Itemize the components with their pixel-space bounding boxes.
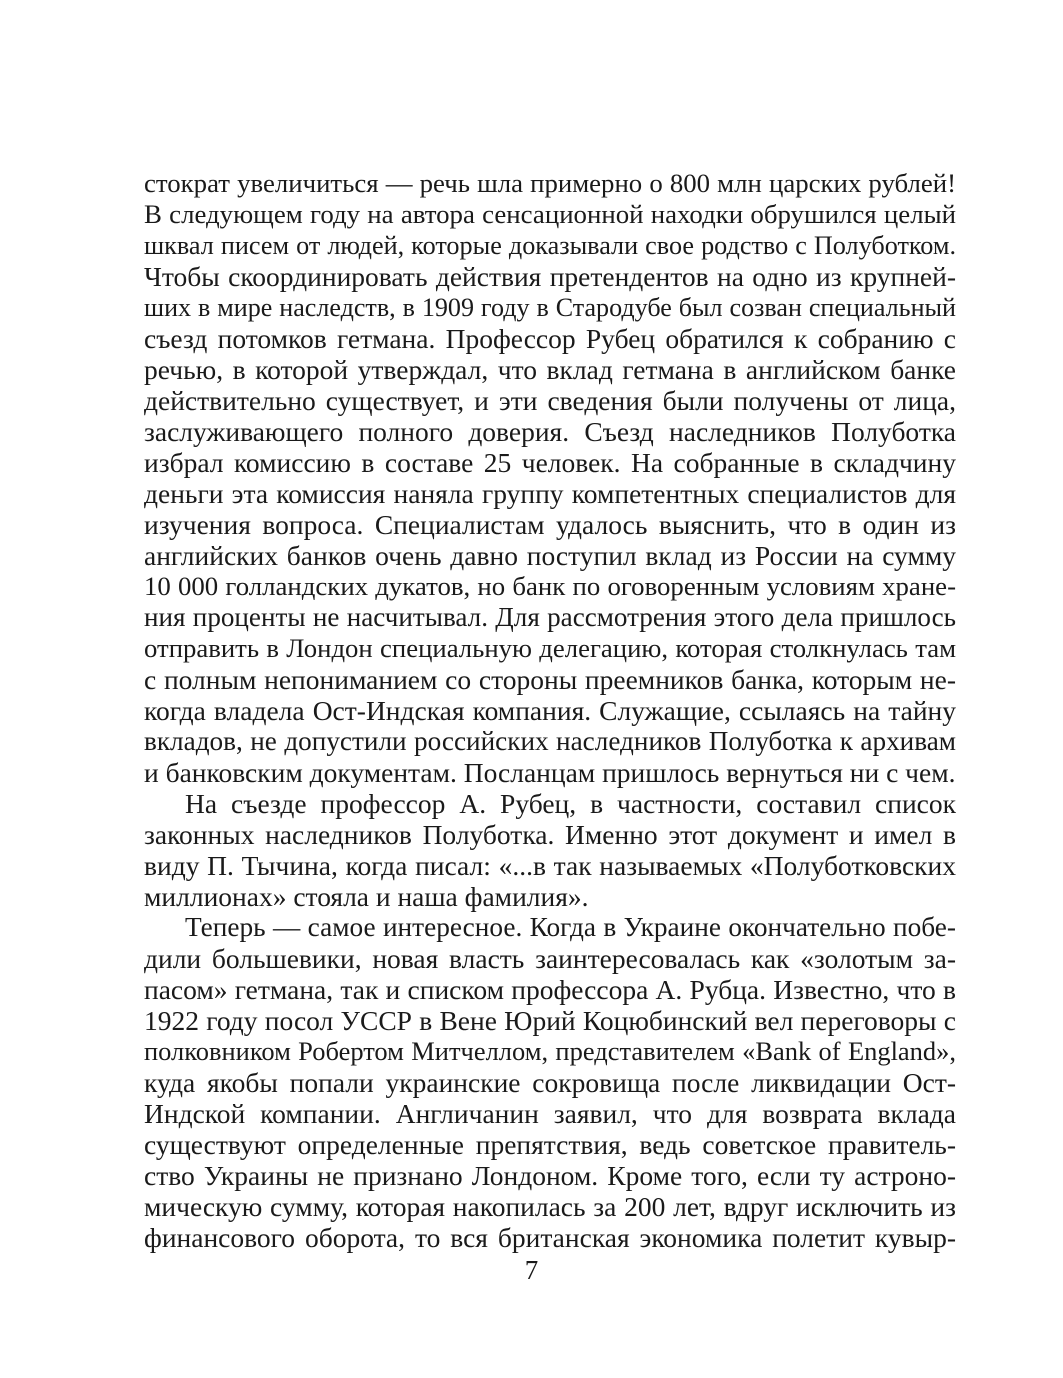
text-line: На съезде профессор А. Рубец, в частности, составил список	[185, 788, 956, 819]
text-line: полковником Робертом Митчеллом, представителем «Bank of England»,	[144, 1036, 956, 1066]
text-line: с полным непониманием со стороны преемников банка, которым не-	[144, 664, 956, 695]
paragraph-3	[144, 912, 956, 1253]
text-line: отправить в Лондон специальную делегацию, которая столкнулась там	[144, 633, 956, 663]
text-line: Индской компании. Англичанин заявил, что для возврата вклада	[144, 1098, 956, 1129]
text-line: виду П. Тычина, когда писал: «...в так называемых «Полуботковских	[144, 850, 956, 881]
text-line: ния проценты не насчитывал. Для рассмотрения этого дела пришлось	[144, 602, 956, 632]
text-line: и банковским документам. Посланцам пришлось вернуться ни с чем.	[144, 757, 956, 788]
text-line: шквал писем от людей, которые доказывали свое родство с Полуботком.	[144, 231, 956, 260]
text-line: законных наследников Полуботка. Именно этот документ и имел в	[144, 819, 956, 850]
text-line: Теперь — самое интересное. Когда в Украине окончательно побе-	[185, 912, 956, 942]
text-line: заслуживающего полного доверия. Съезд наследников Полуботка	[144, 416, 956, 447]
body-text	[144, 168, 956, 1253]
text-line: английских банков очень давно поступил вклад из России на сумму	[144, 540, 956, 571]
text-line: ших в мире наследств, в 1909 году в Стародубе был созван специальный	[144, 293, 956, 322]
text-line: миллионах» стояла и наша фамилия».	[144, 881, 589, 912]
text-line: куда якобы попали украинские сокровища после ликвидации Ост-	[144, 1067, 956, 1098]
text-line: действительно существует, и эти сведения были получены от лица,	[144, 385, 956, 416]
text-line: мическую сумму, которая накопилась за 200 лет, вдруг исключить из	[144, 1191, 956, 1222]
text-line: съезд потомков гетмана. Профессор Рубец обратился к собранию с	[144, 323, 956, 354]
text-line: деньги эта комиссия наняла группу компетентных специалистов для	[144, 478, 956, 509]
text-line: дили большевики, новая власть заинтересовалась как «золотым за-	[144, 943, 956, 974]
text-line: финансового оборота, то вся британская экономика полетит кувыр-	[144, 1222, 956, 1253]
text-line: 10 000 голландских дукатов, но банк по оговоренным условиям хране-	[144, 571, 956, 601]
text-line: изучения вопроса. Специалистам удалось выяснить, что в один из	[144, 509, 956, 540]
text-line: вкладов, не допустили российских наследников Полуботка к архивам	[144, 726, 956, 756]
paragraph-2	[144, 788, 956, 912]
text-line: существуют определенные препятствия, ведь советское правитель-	[144, 1129, 956, 1160]
text-line: Чтобы скоординировать действия претендентов на одно из крупней-	[144, 261, 956, 292]
text-line: В следующем году на автора сенсационной находки обрушился целый	[144, 199, 956, 229]
text-line: речью, в которой утверждал, что вклад гетмана в английском банке	[144, 354, 956, 385]
text-line: ство Украины не признано Лондоном. Кроме того, если ту астроно-	[144, 1160, 956, 1191]
text-line: пасом» гетмана, так и списком профессора А. Рубца. Известно, что в	[144, 974, 956, 1005]
text-line: избрал комиссию в составе 25 человек. На собранные в складчину	[144, 447, 956, 478]
paragraph-1	[144, 168, 956, 788]
text-line: когда владела Ост-Индская компания. Служащие, ссылаясь на тайну	[144, 695, 956, 726]
text-line: стократ увеличиться — речь шла примерно о 800 млн царских рублей!	[144, 168, 956, 198]
text-line: 1922 году посол УССР в Вене Юрий Коцюбинский вел переговоры с	[144, 1005, 956, 1036]
page-number: 7	[524, 1255, 539, 1285]
